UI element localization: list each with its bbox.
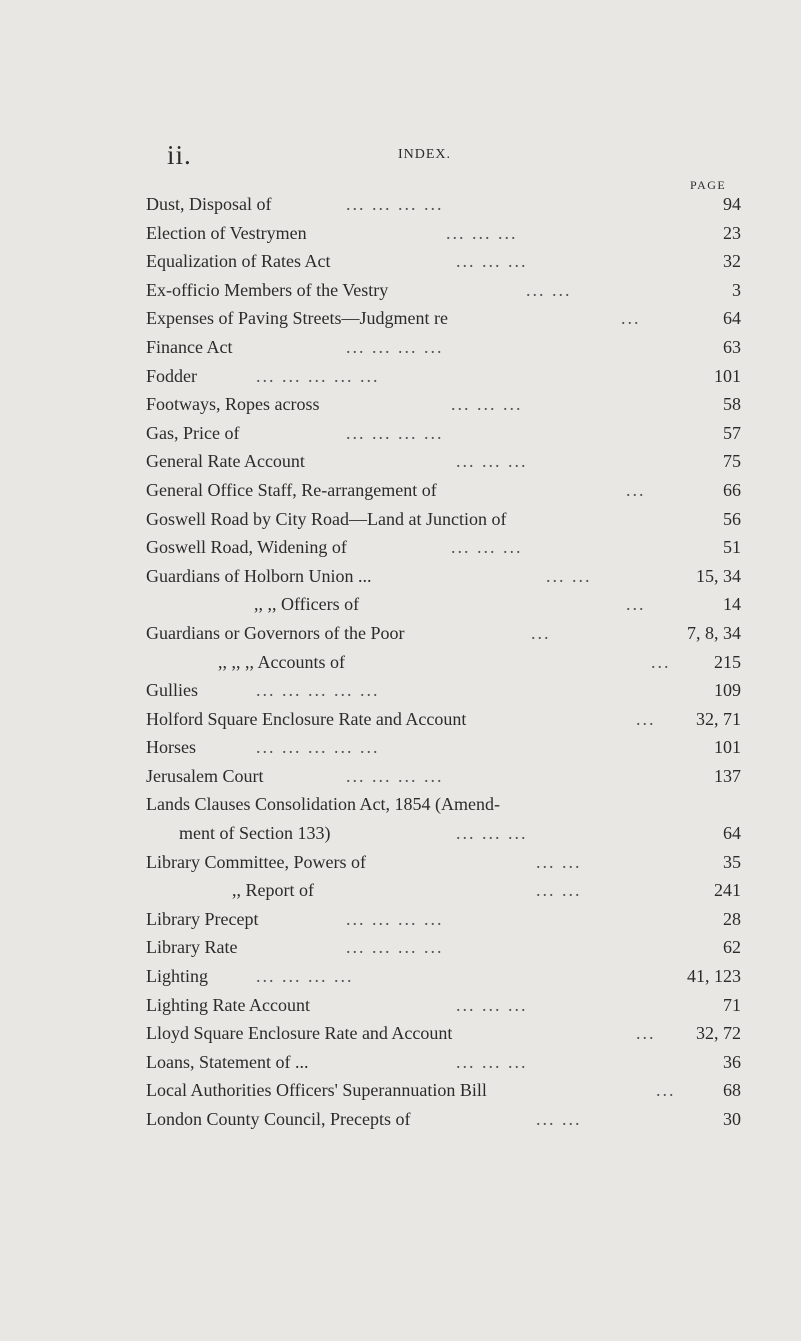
entry-page: 101: [714, 365, 741, 386]
entry-text: Goswell Road by City Road—Land at Junction of: [146, 508, 507, 529]
index-entry: [146, 648, 741, 677]
index-entry: [146, 962, 741, 991]
entry-text: London County Council, Precepts of: [146, 1109, 411, 1129]
index-entry: [146, 219, 741, 248]
index-entry: [146, 1076, 741, 1105]
index-entry: [146, 447, 741, 476]
entry-page: 3: [732, 279, 741, 300]
leader-dots: ... ... ... ...: [346, 336, 444, 357]
entry-text: Local Authorities Officers' Superannuation Bill: [146, 1080, 487, 1101]
index-entry: [146, 848, 741, 877]
entry-page: 62: [723, 937, 741, 958]
entry-text: ,, ,, ,, Accounts of: [218, 651, 345, 672]
leader-dots: ... ...: [546, 565, 592, 586]
leader-dots: ... ... ... ...: [346, 194, 444, 214]
index-entry: [146, 876, 741, 905]
index-entry: [146, 1105, 741, 1134]
entry-page: 94: [723, 194, 741, 214]
entry-text: Library Precept: [146, 908, 259, 929]
entry-text: Expenses of Paving Streets—Judgment re: [146, 308, 448, 329]
entry-page: 57: [723, 422, 741, 443]
entry-text: ment of Section 133): [179, 823, 331, 844]
entry-text: Election of Vestrymen: [146, 222, 307, 243]
entry-text: Gas, Price of: [146, 422, 240, 443]
entry-text: ,, Report of: [232, 880, 314, 901]
entry-page: 15, 34: [696, 565, 741, 586]
entry-text: Jerusalem Court: [146, 765, 264, 786]
index-entry: [146, 790, 741, 819]
entry-text: Goswell Road, Widening of: [146, 537, 347, 558]
entry-page: 68: [723, 1080, 741, 1101]
leader-dots: ... ... ... ...: [346, 908, 444, 929]
entry-page: 71: [723, 994, 741, 1015]
index-entry: [146, 390, 741, 419]
leader-dots: ...: [656, 1080, 676, 1101]
leader-dots: ... ... ...: [451, 394, 523, 415]
entry-page: 66: [723, 479, 741, 500]
index-entry: [146, 505, 741, 534]
entry-text: Equalization of Rates Act: [146, 251, 331, 272]
index-entry: [146, 1019, 741, 1048]
index-entry: [146, 619, 741, 648]
leader-dots: ...: [626, 479, 646, 500]
entry-text: Finance Act: [146, 336, 233, 357]
entry-page: 64: [723, 823, 741, 844]
entry-text: Library Committee, Powers of: [146, 851, 366, 872]
leader-dots: ... ...: [536, 880, 582, 901]
entry-page: 101: [714, 737, 741, 758]
entry-text: Guardians or Governors of the Poor: [146, 622, 405, 643]
index-entry: [146, 905, 741, 934]
entry-text: Lloyd Square Enclosure Rate and Account: [146, 1023, 453, 1044]
leader-dots: ... ... ... ...: [346, 937, 444, 958]
leader-dots: ... ... ... ...: [346, 422, 444, 443]
leader-dots: ... ...: [536, 851, 582, 872]
entry-text: Guardians of Holborn Union ...: [146, 565, 372, 586]
entry-page: 41, 123: [687, 966, 741, 987]
leader-dots: ...: [531, 622, 551, 643]
entry-page: 241: [714, 880, 741, 901]
index-entry: [146, 419, 741, 448]
index-entry: [146, 762, 741, 791]
entry-text: Library Rate: [146, 937, 238, 958]
index-entry: [146, 991, 741, 1020]
entry-text: Loans, Statement of ...: [146, 1051, 309, 1072]
leader-dots: ...: [636, 708, 656, 729]
index-entry: [146, 276, 741, 305]
entry-text: ,, ,, Officers of: [254, 594, 360, 615]
index-entry: [146, 562, 741, 591]
page-column-heading: PAGE: [690, 178, 727, 192]
entry-page: 109: [714, 680, 741, 701]
leader-dots: ... ... ...: [456, 823, 528, 844]
leader-dots: ...: [621, 308, 641, 329]
entry-text: Fodder: [146, 365, 197, 386]
leader-dots: ...: [651, 651, 671, 672]
entry-text: General Rate Account: [146, 451, 305, 472]
entry-text: Lighting: [146, 966, 208, 987]
entry-page: 64: [723, 308, 741, 329]
entry-page: 63: [723, 336, 741, 357]
index-entry: [146, 304, 741, 333]
entry-text: Horses: [146, 737, 196, 758]
entry-text: Lighting Rate Account: [146, 994, 310, 1015]
leader-dots: ... ...: [536, 1109, 582, 1129]
leader-dots: ... ... ... ... ...: [256, 737, 380, 758]
leader-dots: ... ... ... ... ...: [256, 680, 380, 701]
index-entry: [146, 362, 741, 391]
leader-dots: ... ... ... ... ...: [256, 365, 380, 386]
entry-page: 23: [723, 222, 741, 243]
leader-dots: ... ... ...: [456, 251, 528, 272]
entry-page: 32, 72: [696, 1023, 741, 1044]
index-entry: [146, 705, 741, 734]
entry-page: 35: [723, 851, 741, 872]
entry-page: 28: [723, 908, 741, 929]
leader-dots: ... ... ...: [456, 1051, 528, 1072]
entry-text: Footways, Ropes across: [146, 394, 320, 415]
entry-page: 56: [723, 508, 741, 529]
index-entry: [146, 819, 741, 848]
entry-page: 32: [723, 251, 741, 272]
entry-page: 215: [714, 651, 741, 672]
index-entries: [146, 190, 741, 1134]
index-entry: [146, 190, 741, 219]
entry-page: 51: [723, 537, 741, 558]
entry-page: 75: [723, 451, 741, 472]
leader-dots: ... ... ... ...: [256, 966, 354, 987]
entry-page: 32, 71: [696, 708, 741, 729]
leader-dots: ...: [626, 594, 646, 615]
entry-page: 137: [714, 765, 741, 786]
index-entry: [146, 1048, 741, 1077]
index-entry: [146, 733, 741, 762]
page-number: ii.: [167, 140, 192, 170]
entry-page: 14: [723, 594, 741, 615]
entry-text: Ex-officio Members of the Vestry: [146, 279, 389, 300]
leader-dots: ... ... ...: [446, 222, 518, 243]
leader-dots: ... ...: [526, 279, 572, 300]
entry-text: Holford Square Enclosure Rate and Account: [146, 708, 467, 729]
entry-page: 30: [723, 1109, 741, 1129]
index-entry: [146, 476, 741, 505]
index-entry: [146, 333, 741, 362]
entry-text: Gullies: [146, 680, 198, 701]
leader-dots: ...: [636, 1023, 656, 1044]
entry-text: General Office Staff, Re-arrangement of: [146, 479, 437, 500]
leader-dots: ... ... ...: [456, 451, 528, 472]
index-entry: [146, 533, 741, 562]
leader-dots: ... ... ...: [451, 537, 523, 558]
index-entry: [146, 247, 741, 276]
index-entry: [146, 933, 741, 962]
page-title: INDEX.: [398, 147, 452, 162]
index-entry: [146, 590, 741, 619]
entry-page: 36: [723, 1051, 741, 1072]
entry-text: Dust, Disposal of: [146, 194, 272, 214]
entry-page: 7, 8, 34: [687, 622, 741, 643]
leader-dots: ... ... ... ...: [346, 765, 444, 786]
leader-dots: ... ... ...: [456, 994, 528, 1015]
entry-page: 58: [723, 394, 741, 415]
entry-text: Lands Clauses Consolidation Act, 1854 (Amend-: [146, 794, 500, 815]
index-entry: [146, 676, 741, 705]
